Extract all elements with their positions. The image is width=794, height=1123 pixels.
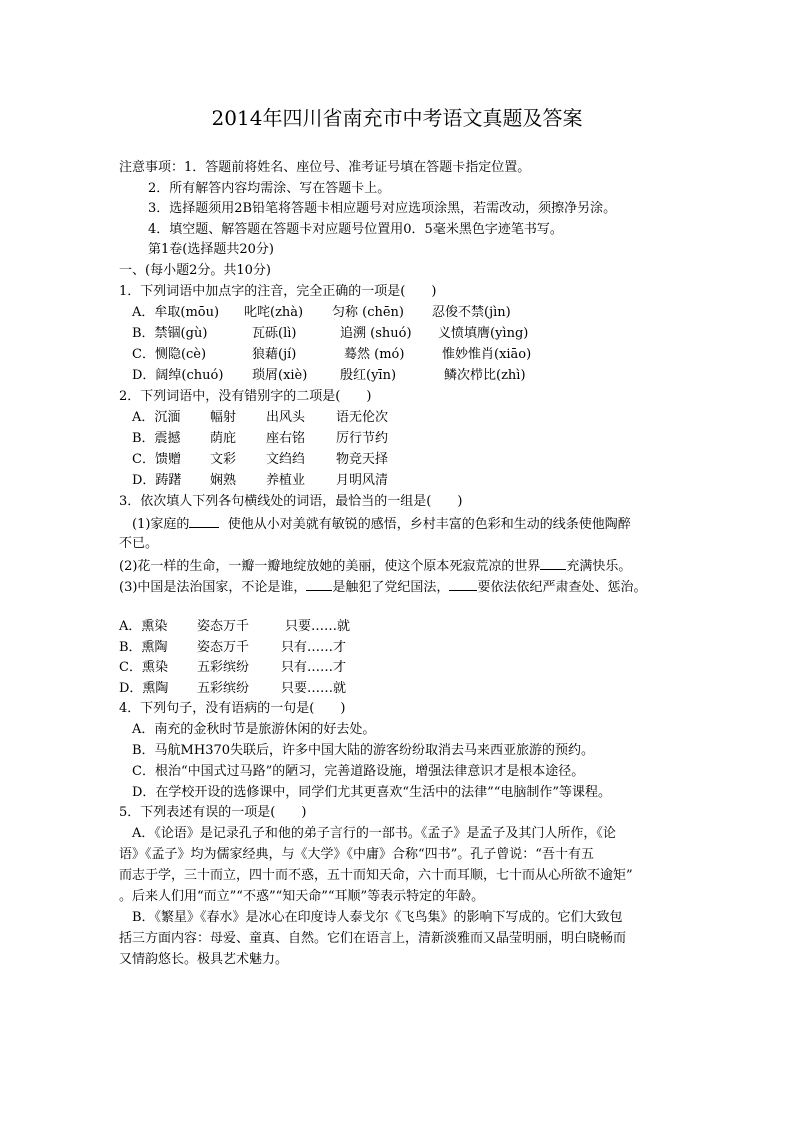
- option-term: 蓦然 (mó): [344, 347, 405, 362]
- question-3-stem: 3．依次填人下列各句横线处的词语，最恰当的一组是( ): [119, 494, 463, 509]
- option-term: 娴熟: [210, 473, 237, 488]
- question-5-option-a-line-3: 而志于学，三十而立，四十而不惑，五十而知天命，六十而耳顺，七十而从心所欲不逾矩”: [119, 868, 633, 883]
- question-4-option-d: D．在学校开设的选修课中，同学们尤其更喜欢“生活中的法律”“电脑制作”等课程。: [132, 785, 612, 800]
- option-term: A．沉湎: [132, 410, 181, 425]
- option-term: 惟妙惟肖(xiāo): [442, 347, 532, 362]
- sentence-text: 使他从小对美就有敏锐的感悟，乡村丰富的色彩和生动的线条使他陶醉: [227, 517, 631, 532]
- blank-line: [449, 578, 477, 591]
- question-4-option-a: A．南充的金秋时节是旅游休闲的好去处。: [132, 722, 376, 737]
- option-term: 只要……就: [285, 619, 351, 634]
- option-term: C．恻隐(cè): [132, 347, 207, 362]
- blank-line: [540, 557, 566, 570]
- option-term: 只有……才: [281, 640, 347, 655]
- option-term: 五彩缤纷: [197, 681, 250, 696]
- question-5-option-b-line-2: 括三方面内容：母爱、童真、自然。它们在语言上，清新淡雅而又晶莹明丽，明白晓畅而: [119, 931, 627, 946]
- option-term: 只要……就: [281, 681, 347, 696]
- option-term: 物竞天择: [336, 452, 389, 467]
- option-term: 叱咤(zhà): [244, 305, 304, 320]
- option-term: 荫庇: [210, 431, 237, 446]
- sentence-text: 是触犯了党纪国法，: [332, 580, 450, 595]
- blank-line: [189, 515, 219, 528]
- notice-line-3: 3．选择题须用2B铅笔将答题卡相应题号对应选项涂黑，若需改动，须擦净另涂。: [148, 201, 617, 216]
- option-term: D．熏陶: [119, 681, 169, 696]
- sentence-text: 充满快乐。: [566, 559, 632, 574]
- option-term: D．阔绰(chuó): [132, 368, 224, 383]
- option-term: 幅射: [210, 410, 237, 425]
- sentence-text: (1)家庭的: [132, 517, 190, 532]
- sentence-text: 要依法依纪严肃查处、惩治。: [477, 580, 647, 595]
- sentence-text: (3)中国是法治国家，不论是谁，: [119, 580, 307, 595]
- option-term: B．禁锢(gù): [132, 326, 208, 341]
- option-term: 狼藉(jí): [252, 347, 297, 362]
- question-4-option-b: B．马航MH370失联后，许多中国大陆的游客纷纷取消去马来西亚旅游的预约。: [132, 743, 595, 758]
- question-3-option-d: [119, 681, 346, 697]
- question-2-option-a: [132, 410, 388, 426]
- option-term: A．熏染: [119, 619, 168, 634]
- option-term: 义愤填膺(yìng): [438, 326, 529, 341]
- option-term: 匀称 (chēn): [332, 305, 404, 320]
- option-term: A．牟取(mōu): [132, 305, 220, 320]
- question-2-option-b: [132, 431, 388, 447]
- option-term: 文彩: [210, 452, 237, 467]
- option-term: 出风头: [266, 410, 306, 425]
- option-term: C．馈赠: [132, 452, 181, 467]
- option-term: 鳞次栉比(zhì): [444, 368, 526, 383]
- question-1-option-c: [132, 347, 531, 363]
- question-5-option-a-line-4: 。后来人们用“而立”“不惑”“知天命”“耳顺”等表示特定的年龄。: [119, 889, 485, 904]
- document-title: 2014年四川省南充市中考语文真题及答案: [211, 106, 583, 130]
- question-2-option-c: [132, 452, 388, 468]
- option-term: 文绉绉: [266, 452, 306, 467]
- option-term: 五彩缤纷: [197, 660, 250, 675]
- question-3-sentence-1: [132, 515, 631, 533]
- option-term: B．熏陶: [119, 640, 168, 655]
- question-1-option-b: [132, 326, 528, 342]
- option-term: 姿态万千: [197, 640, 250, 655]
- question-4-option-c: C．根治“中国式过马路”的陋习，完善道路设施，增强法律意识才是根本途径。: [132, 764, 585, 779]
- question-2-option-d: [132, 473, 388, 489]
- option-term: B．震撼: [132, 431, 181, 446]
- sentence-text: (2)花一样的生命，一瓣一瓣地绽放她的美丽，使这个原本死寂荒凉的世界: [119, 559, 541, 574]
- question-3-sentence-2: [119, 557, 631, 575]
- option-term: 只有……才: [281, 660, 347, 675]
- option-term: 殷红(yīn): [340, 368, 397, 383]
- option-term: C．熏染: [119, 660, 168, 675]
- option-term: 姿态万千: [197, 619, 250, 634]
- option-term: 语无伦次: [336, 410, 389, 425]
- question-3-option-b: [119, 640, 346, 656]
- question-5-stem: 5．下列表述有误的一项是( ): [119, 805, 307, 820]
- question-3-sentence-1-cont: 不已。: [119, 536, 159, 551]
- notice-line-2: 2．所有解答内容均需涂、写在答题卡上。: [148, 181, 391, 196]
- question-5-option-a-line-1: A．《论语》是记录孔子和他的弟子言行的一部书。《孟子》是孟子及其门人所作，《论: [132, 826, 616, 841]
- question-2-stem: 2．下列词语中，没有错别字的二项是( ): [119, 389, 372, 404]
- question-3-option-a: [119, 619, 350, 635]
- option-term: 忍俊不禁(jìn): [432, 305, 511, 320]
- option-term: 厉行节约: [336, 431, 389, 446]
- question-5-option-b-line-1: B．《繁星》《春水》是冰心在印度诗人泰戈尔《飞鸟集》的影响下写成的。它们大致包: [132, 910, 623, 925]
- question-1-option-d: [132, 368, 526, 384]
- option-term: 追溯 (shuó): [340, 326, 412, 341]
- notice-line-1: 注意事项：1．答题前将姓名、座位号、准考证号填在答题卡指定位置。: [119, 160, 531, 175]
- option-term: 座右铭: [266, 431, 306, 446]
- option-term: 瓦砾(lì): [252, 326, 297, 341]
- section-heading-part-1: 一、(每小题2分。共10分): [119, 263, 271, 278]
- question-5-option-b-line-3: 又情韵悠长。极具艺术魅力。: [119, 952, 289, 967]
- option-term: 养植业: [266, 473, 306, 488]
- notice-line-4: 4．填空题、解答题在答题卡对应题号位置用0．5毫米黑色字迹笔书写。: [148, 222, 563, 237]
- option-term: D．踌躇: [132, 473, 182, 488]
- question-5-option-a-line-2: 语》《孟子》均为儒家经典，与《大学》《中庸》合称“四书”。孔子曾说：“吾十有五: [119, 847, 594, 862]
- question-1-option-a: [132, 305, 511, 321]
- question-3-option-c: [119, 660, 346, 676]
- question-1-stem: 1．下列词语中加点字的注音，完全正确的一项是( ): [119, 284, 437, 299]
- option-term: 琐屑(xiè): [252, 368, 308, 383]
- blank-line: [306, 578, 332, 591]
- section-heading-volume-1: 第1卷(选择题共20分): [148, 242, 274, 257]
- question-3-sentence-3: [119, 578, 646, 596]
- option-term: 月明风清: [336, 473, 389, 488]
- question-4-stem: 4．下列句子，没有语病的一句是( ): [119, 701, 346, 716]
